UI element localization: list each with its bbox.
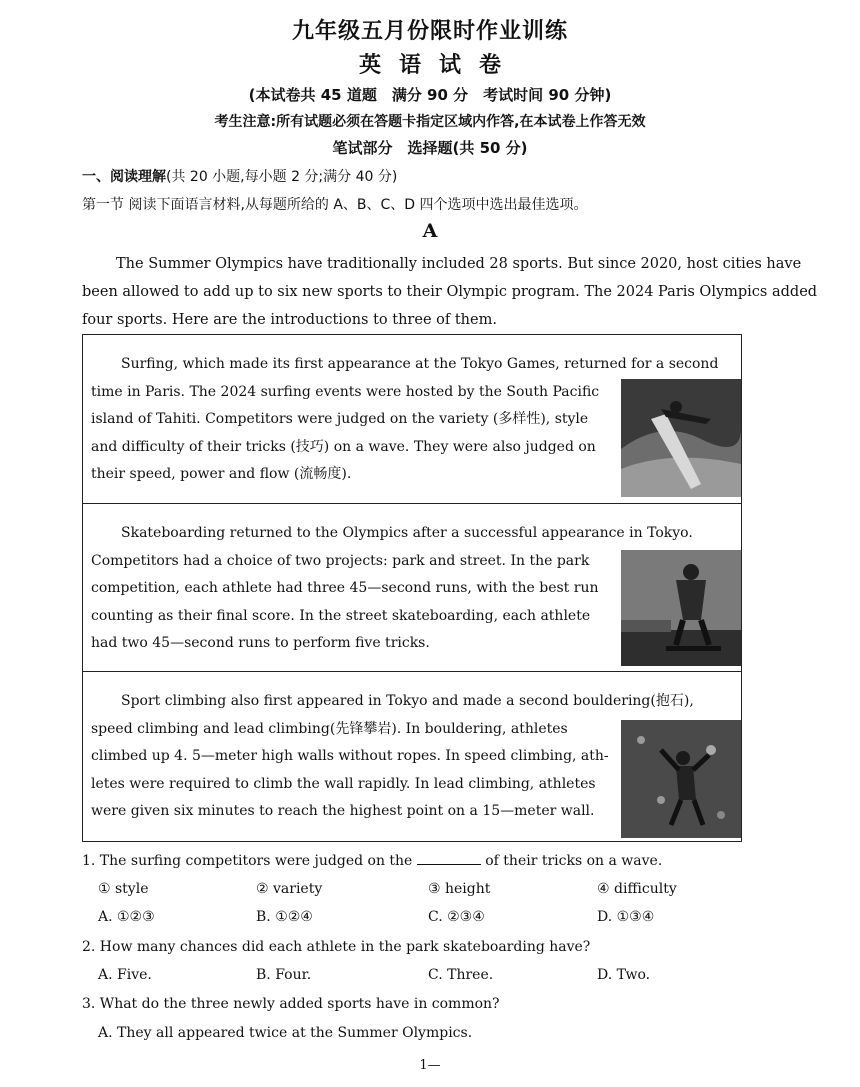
box-line: Skateboarding returned to the Olympics after a successful appearance in Tokyo. [121, 525, 693, 541]
skateboarding-box [82, 504, 742, 672]
box-line: speed climbing and lead climbing(先锋攀岩). In bouldering, athletes [91, 720, 568, 737]
intro-line: The Summer Olympics have traditionally included 28 sports. But since 2020, host cities have [116, 256, 802, 272]
box-line: Competitors had a choice of two projects: park and street. In the park [91, 552, 590, 569]
q1-option: C. ②③④ [428, 909, 485, 925]
question-1-stem-after: of their tricks on a wave. [485, 853, 663, 869]
box-line: competition, each athlete had three 45—second runs, with the best run [91, 580, 599, 596]
q1-option: B. ①②④ [256, 909, 313, 925]
box-line: their speed, power and flow (流畅度). [91, 466, 352, 482]
part-heading: 笔试部分 选择题(共 50 分) [332, 139, 528, 157]
q1-item: ④ difficulty [597, 881, 677, 897]
page-number: 1— [419, 1058, 441, 1073]
box-line: Surfing, which made its first appearance at the Tokyo Games, returned for a second [121, 356, 719, 372]
surfing-photo [621, 379, 741, 497]
section-heading-detail: (共 20 小题,每小题 2 分;满分 40 分) [166, 169, 398, 185]
q1-item: ① style [98, 881, 149, 897]
box-line: Sport climbing also first appeared in Tokyo and made a second bouldering(抱石), [121, 693, 694, 709]
intro-line: four sports. Here are the introductions to three of them. [82, 312, 497, 328]
subsection-instruction: 第一节 阅读下面语言材料,从每题所给的 A、B、C、D 四个选项中选出最佳选项。 [82, 197, 588, 213]
climbing-photo [621, 720, 741, 838]
exam-notice: 考生注意:所有试题必须在答题卡指定区域内作答,在本试卷上作答无效 [214, 114, 646, 130]
q1-option: A. ①②③ [98, 909, 155, 925]
q1-option: D. ①③④ [597, 909, 655, 925]
surfing-box [82, 334, 742, 504]
box-line: time in Paris. The 2024 surfing events were hosted by the South Pacific [91, 383, 600, 400]
section-heading [82, 166, 397, 186]
subject-title: 英语试卷 [358, 53, 519, 78]
intro-line: been allowed to add up to six new sports to their Olympic program. The 2024 Paris Olympics added [82, 284, 818, 300]
box-line: were given six minutes to reach the highest point on a 15—meter wall. [91, 803, 595, 819]
skateboarding-photo [621, 550, 741, 666]
answer-blank [417, 852, 481, 865]
q1-item: ② variety [256, 881, 323, 897]
box-line: had two 45—second runs to perform five tricks. [91, 635, 430, 651]
q3-option: A. They all appeared twice at the Summer Olympics. [98, 1025, 473, 1041]
climbing-text [91, 688, 694, 826]
question-2: 2. How many chances did each athlete in the park skateboarding have? [82, 939, 591, 955]
skateboarding-text [91, 520, 693, 658]
passage-label: A [422, 220, 438, 242]
climbing-box [82, 672, 742, 842]
q2-option: C. Three. [428, 967, 494, 983]
q2-option: D. Two. [597, 967, 651, 983]
box-line: letes were required to climb the wall rapidly. In lead climbing, athletes [91, 775, 596, 792]
q2-option: A. Five. [98, 967, 152, 983]
box-line: and difficulty of their tricks (技巧) on a wave. They were also judged on [91, 438, 596, 455]
box-line: climbed up 4. 5—meter high walls without ropes. In speed climbing, ath- [91, 748, 609, 764]
box-line: island of Tahiti. Competitors were judged on the variety (多样性), style [91, 411, 589, 427]
passage-intro [82, 250, 818, 334]
question-1-stem-before: 1. The surfing competitors were judged on the [82, 853, 413, 869]
question-3: 3. What do the three newly added sports have in common? [82, 996, 500, 1012]
box-line: counting as their final score. In the street skateboarding, each athlete [91, 607, 591, 624]
question-1 [82, 852, 662, 869]
exam-title: 九年级五月份限时作业训练 [291, 19, 568, 44]
q1-item: ③ height [428, 881, 491, 897]
section-heading-title: 一、阅读理解 [82, 169, 166, 185]
exam-info: (本试卷共 45 道题 满分 90 分 考试时间 90 分钟) [248, 86, 612, 104]
q2-option: B. Four. [256, 967, 312, 983]
